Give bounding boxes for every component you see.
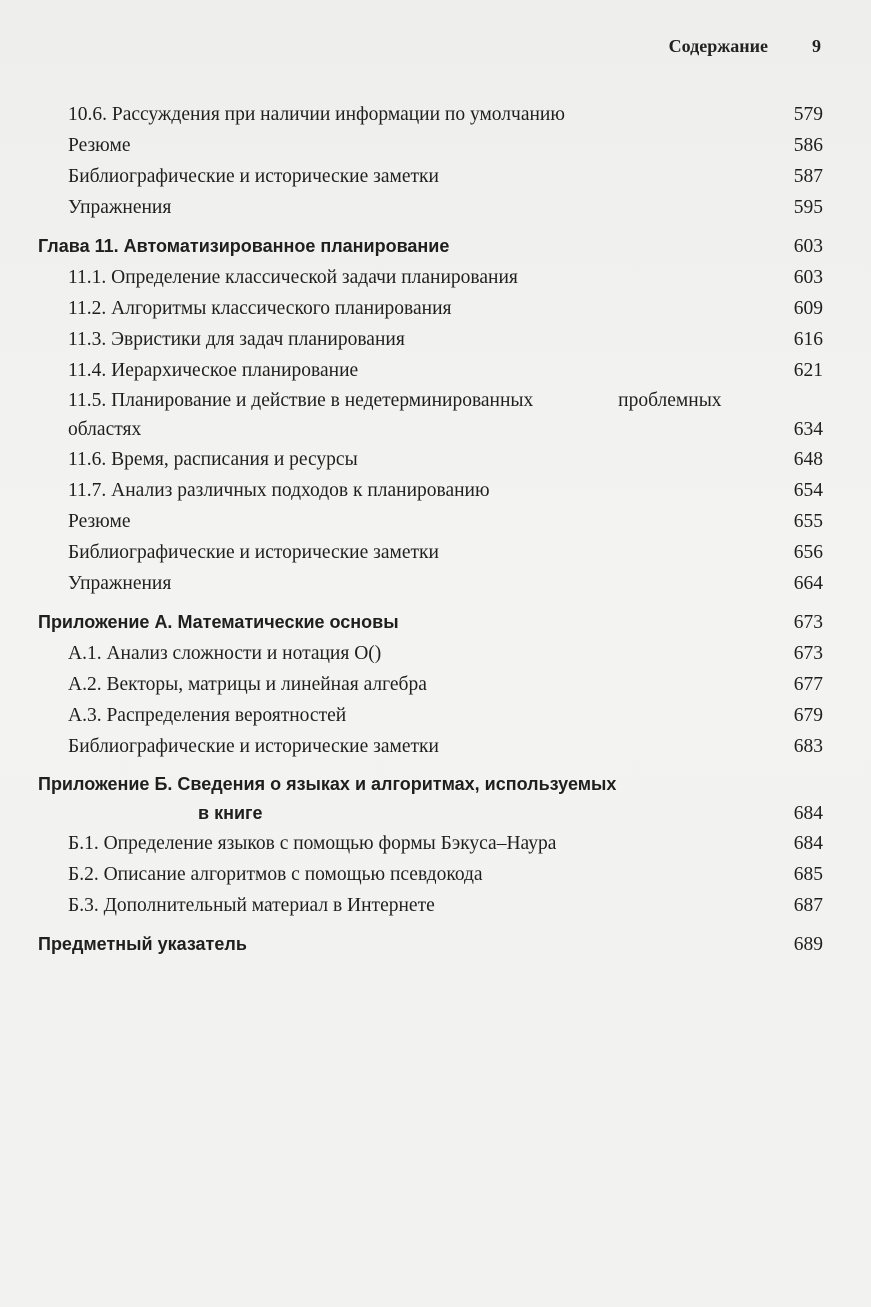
toc-entry-page: 634 [793, 419, 823, 440]
toc-chapter-page: 673 [793, 612, 823, 633]
table-of-contents [38, 99, 823, 960]
toc-entry [38, 130, 823, 161]
toc-entry-title: Резюме [68, 135, 131, 156]
toc-entry-title-line1: 11.5. Планирование и действие в недетерминированных [68, 390, 534, 411]
toc-entry [38, 859, 823, 890]
toc-chapter-heading [38, 607, 823, 638]
toc-entry-page: 621 [793, 360, 823, 381]
toc-entry-page: 609 [793, 298, 823, 319]
toc-entry [38, 828, 823, 859]
toc-entry-page: 616 [793, 329, 823, 350]
toc-entry-page: 683 [793, 736, 823, 757]
toc-entry-title: 11.3. Эвристики для задач планирования [68, 329, 405, 350]
toc-entry [38, 638, 823, 669]
toc-chapter-title: Приложение А. Математические основы [38, 612, 399, 632]
toc-entry [38, 568, 823, 599]
toc-chapter-page: 684 [793, 803, 823, 824]
toc-entry [38, 161, 823, 192]
toc-entry [38, 700, 823, 731]
toc-chapter-heading [38, 929, 823, 960]
toc-entry-page: 648 [793, 449, 823, 470]
toc-entry-title: Библиографические и исторические заметки [68, 166, 439, 187]
toc-entry [38, 262, 823, 293]
toc-entry [38, 669, 823, 700]
toc-entry [38, 475, 823, 506]
toc-entry-title: Упражнения [68, 573, 172, 594]
toc-chapter-title-line1: Приложение Б. Сведения о языках и алгоритмах, используемых [38, 774, 617, 794]
toc-entry-page: 677 [793, 674, 823, 695]
toc-entry-title: Библиографические и исторические заметки [68, 736, 439, 757]
toc-entry [38, 444, 823, 475]
toc-entry-page: 655 [793, 511, 823, 532]
toc-entry-title: Б.1. Определение языков с помощью формы Бэкуса–Наура [68, 833, 557, 854]
toc-chapter-page: 689 [793, 934, 823, 955]
toc-entry [38, 731, 823, 762]
toc-entry-page: 579 [793, 104, 823, 125]
toc-entry-page: 587 [793, 166, 823, 187]
running-head [669, 36, 821, 60]
page-number: 9 [812, 36, 821, 56]
toc-entry-title: Б.3. Дополнительный материал в Интернете [68, 895, 435, 916]
toc-entry-page: 679 [793, 705, 823, 726]
toc-chapter-title: Глава 11. Автоматизированное планирование [38, 236, 450, 256]
toc-entry-title: Б.2. Описание алгоритмов с помощью псевдокода [68, 864, 483, 885]
toc-entry [38, 890, 823, 921]
toc-entry-title: А.2. Векторы, матрицы и линейная алгебра [68, 674, 427, 695]
toc-entry-page: 673 [793, 643, 823, 664]
toc-entry-page: 684 [793, 833, 823, 854]
toc-entry-title: А.1. Анализ сложности и нотация O() [68, 643, 382, 664]
toc-entry-page: 654 [793, 480, 823, 501]
toc-entry-page: 687 [793, 895, 823, 916]
toc-entry [38, 324, 823, 355]
toc-chapter-page: 603 [793, 236, 823, 257]
toc-entry [38, 355, 823, 386]
toc-entry-title: 11.7. Анализ различных подходов к планированию [68, 480, 490, 501]
toc-entry [38, 537, 823, 568]
toc-entry-title: Резюме [68, 511, 131, 532]
toc-entry-page: 685 [793, 864, 823, 885]
toc-chapter-title: Предметный указатель [38, 934, 247, 954]
toc-entry-page: 586 [793, 135, 823, 156]
toc-entry [38, 293, 823, 324]
toc-chapter-heading [38, 770, 823, 828]
toc-chapter-heading [38, 231, 823, 262]
toc-entry-title: 11.4. Иерархическое планирование [68, 360, 359, 381]
toc-entry-title: 11.2. Алгоритмы классического планирования [68, 298, 452, 319]
toc-entry [38, 506, 823, 537]
toc-entry-title [38, 386, 773, 444]
toc-entry-title: Библиографические и исторические заметки [68, 542, 439, 563]
running-head-title: Содержание [668, 36, 768, 56]
toc-entry-page: 664 [793, 573, 823, 594]
toc-entry-title: Упражнения [68, 197, 172, 218]
toc-entry-page: 656 [793, 542, 823, 563]
toc-entry-title: 11.1. Определение классической задачи планирования [68, 267, 518, 288]
toc-entry-page: 595 [793, 197, 823, 218]
toc-entry-title: 11.6. Время, расписания и ресурсы [68, 449, 358, 470]
toc-entry [38, 192, 823, 223]
toc-entry-title: А.3. Распределения вероятностей [68, 705, 347, 726]
toc-entry-page: 603 [793, 267, 823, 288]
toc-entry [38, 99, 823, 130]
toc-entry-title: 10.6. Рассуждения при наличии информации по умолчанию [68, 104, 565, 125]
toc-chapter-title-line2: в книге [198, 803, 263, 823]
toc-chapter-title [38, 770, 773, 828]
toc-entry-title-line2: проблемных областях [68, 390, 722, 440]
toc-entry [38, 386, 823, 444]
